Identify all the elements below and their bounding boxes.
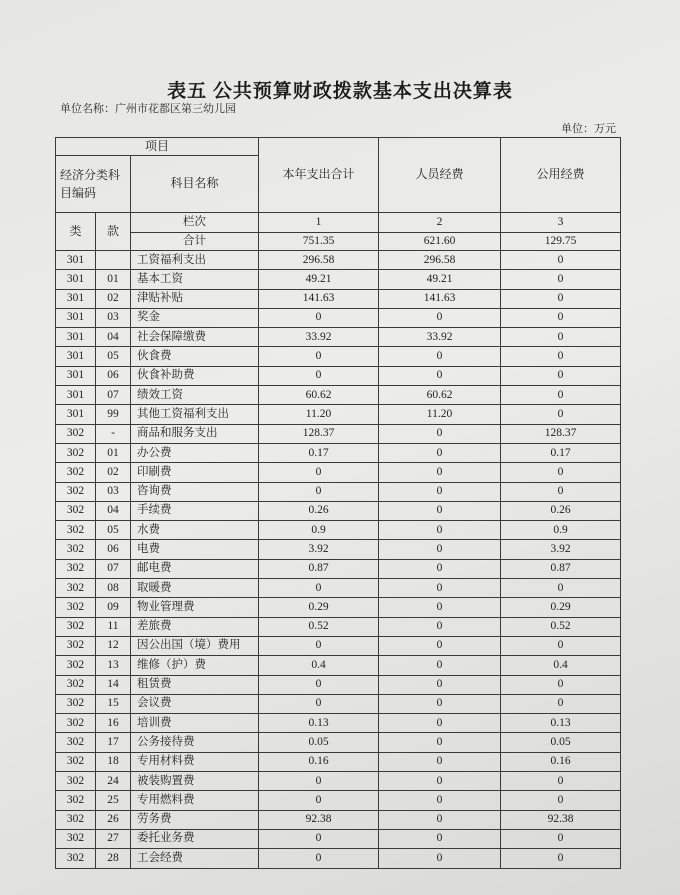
table-row: [56, 791, 621, 810]
cell-total: 141.63: [259, 289, 379, 308]
header-total: 本年支出合计: [259, 138, 379, 213]
cell-kuan: 14: [96, 675, 131, 694]
cell-total: 0.87: [259, 559, 379, 578]
table-row: [56, 251, 621, 270]
cell-name: 印刷费: [131, 463, 259, 482]
table-row: [56, 733, 621, 752]
cell-kuan: 07: [96, 386, 131, 405]
cell-lei: 302: [56, 424, 96, 443]
cell-personnel: 296.58: [379, 251, 501, 270]
cell-personnel: 0: [379, 366, 501, 385]
table-row: [56, 598, 621, 617]
cell-total: 92.38: [259, 810, 379, 829]
cell-kuan: 05: [96, 347, 131, 366]
sum-public: 129.75: [501, 233, 621, 251]
table-row: [56, 656, 621, 675]
sum-row: [56, 233, 621, 251]
cell-total: 0: [259, 636, 379, 655]
cell-lei: 302: [56, 714, 96, 733]
cell-public: 0.4: [501, 656, 621, 675]
cell-lei: 302: [56, 482, 96, 501]
header-personnel: 人员经费: [379, 138, 501, 213]
header-row-index: [56, 213, 621, 233]
cell-name: 专用燃料费: [131, 791, 259, 810]
table-row: [56, 675, 621, 694]
sum-label: 合计: [131, 233, 259, 251]
cell-name: 水费: [131, 521, 259, 540]
cell-public: 0: [501, 849, 621, 868]
cell-public: 0.29: [501, 598, 621, 617]
cell-total: 0.4: [259, 656, 379, 675]
table-row: [56, 482, 621, 501]
cell-public: 0: [501, 270, 621, 289]
cell-total: 0: [259, 482, 379, 501]
cell-public: 0: [501, 386, 621, 405]
cell-kuan: 12: [96, 636, 131, 655]
cell-kuan: 03: [96, 482, 131, 501]
cell-public: 0: [501, 289, 621, 308]
cell-public: 0: [501, 579, 621, 598]
cell-kuan: 09: [96, 598, 131, 617]
cell-total: 0.17: [259, 443, 379, 462]
cell-total: 0: [259, 579, 379, 598]
cell-total: 0: [259, 849, 379, 868]
cell-public: 0: [501, 482, 621, 501]
cell-total: 0.29: [259, 598, 379, 617]
cell-personnel: 141.63: [379, 289, 501, 308]
cell-name: 绩效工资: [131, 386, 259, 405]
cell-lei: 301: [56, 347, 96, 366]
cell-name: 伙食补助费: [131, 366, 259, 385]
cell-lei: 301: [56, 308, 96, 327]
cell-kuan: 26: [96, 810, 131, 829]
cell-name: 基本工资: [131, 270, 259, 289]
cell-lei: 301: [56, 289, 96, 308]
cell-public: 0.52: [501, 617, 621, 636]
table-row: [56, 829, 621, 848]
cell-lei: 302: [56, 521, 96, 540]
cell-total: 0: [259, 463, 379, 482]
cell-personnel: 0: [379, 636, 501, 655]
cell-lei: 302: [56, 579, 96, 598]
cell-kuan: 04: [96, 328, 131, 347]
cell-lei: 302: [56, 849, 96, 868]
cell-lei: 302: [56, 675, 96, 694]
header-kuan: 款: [96, 213, 131, 251]
header-row-project: [56, 138, 621, 156]
table-row: [56, 405, 621, 424]
cell-total: 33.92: [259, 328, 379, 347]
cell-lei: 302: [56, 598, 96, 617]
cell-kuan: 11: [96, 617, 131, 636]
col-index-3: 3: [501, 213, 621, 233]
cell-lei: 302: [56, 463, 96, 482]
header-econ-code: 经济分类科目编码: [56, 156, 131, 213]
cell-name: 委托业务费: [131, 829, 259, 848]
cell-personnel: 0: [379, 694, 501, 713]
table-row: [56, 772, 621, 791]
cell-kuan: 24: [96, 772, 131, 791]
table-row: [56, 617, 621, 636]
cell-public: 0: [501, 829, 621, 848]
cell-name: 维修（护）费: [131, 656, 259, 675]
cell-name: 咨询费: [131, 482, 259, 501]
cell-personnel: 60.62: [379, 386, 501, 405]
cell-personnel: 0: [379, 559, 501, 578]
cell-name: 其他工资福利支出: [131, 405, 259, 424]
cell-total: 0.9: [259, 521, 379, 540]
cell-public: 0: [501, 675, 621, 694]
cell-personnel: 33.92: [379, 328, 501, 347]
cell-name: 办公费: [131, 443, 259, 462]
cell-name: 公务接待费: [131, 733, 259, 752]
cell-personnel: 0: [379, 810, 501, 829]
cell-personnel: 11.20: [379, 405, 501, 424]
table-row: [56, 424, 621, 443]
cell-personnel: 0: [379, 540, 501, 559]
cell-total: 0: [259, 366, 379, 385]
cell-name: 会议费: [131, 694, 259, 713]
cell-lei: 301: [56, 328, 96, 347]
table-header: [56, 138, 621, 251]
cell-total: 0.05: [259, 733, 379, 752]
cell-kuan: 18: [96, 752, 131, 771]
cell-lei: 302: [56, 559, 96, 578]
cell-lei: 301: [56, 386, 96, 405]
table-row: [56, 752, 621, 771]
table-row: [56, 366, 621, 385]
cell-personnel: 0: [379, 829, 501, 848]
header-subject-name: 科目名称: [131, 156, 259, 213]
cell-lei: 302: [56, 636, 96, 655]
cell-personnel: 0: [379, 733, 501, 752]
cell-total: 0: [259, 308, 379, 327]
sum-total: 751.35: [259, 233, 379, 251]
cell-name: 邮电费: [131, 559, 259, 578]
table-row: [56, 443, 621, 462]
cell-personnel: 0: [379, 617, 501, 636]
cell-personnel: 0: [379, 791, 501, 810]
header-project: 项目: [56, 138, 259, 156]
cell-kuan: 16: [96, 714, 131, 733]
cell-total: 0.13: [259, 714, 379, 733]
cell-name: 商品和服务支出: [131, 424, 259, 443]
cell-kuan: 02: [96, 463, 131, 482]
cell-name: 手续费: [131, 501, 259, 520]
cell-total: 0.16: [259, 752, 379, 771]
table-row: [56, 559, 621, 578]
cell-total: 3.92: [259, 540, 379, 559]
cell-public: 0.13: [501, 714, 621, 733]
cell-lei: 301: [56, 270, 96, 289]
cell-kuan: 15: [96, 694, 131, 713]
cell-name: 伙食费: [131, 347, 259, 366]
table-row: [56, 308, 621, 327]
cell-total: 0.26: [259, 501, 379, 520]
table-row: [56, 810, 621, 829]
cell-lei: 301: [56, 405, 96, 424]
cell-lei: 302: [56, 752, 96, 771]
cell-kuan: 06: [96, 540, 131, 559]
cell-kuan: 01: [96, 270, 131, 289]
cell-total: 296.58: [259, 251, 379, 270]
cell-personnel: 0: [379, 675, 501, 694]
col-index-2: 2: [379, 213, 501, 233]
cell-total: 0: [259, 347, 379, 366]
cell-personnel: 0: [379, 482, 501, 501]
cell-personnel: 0: [379, 714, 501, 733]
cell-total: 11.20: [259, 405, 379, 424]
table-row: [56, 521, 621, 540]
cell-kuan: 07: [96, 559, 131, 578]
cell-lei: 302: [56, 501, 96, 520]
cell-public: 0.26: [501, 501, 621, 520]
cell-name: 租赁费: [131, 675, 259, 694]
cell-public: 128.37: [501, 424, 621, 443]
cell-public: 0: [501, 366, 621, 385]
cell-name: 专用材料费: [131, 752, 259, 771]
cell-kuan: 06: [96, 366, 131, 385]
table-row: [56, 328, 621, 347]
cell-personnel: 0: [379, 501, 501, 520]
cell-personnel: 0: [379, 849, 501, 868]
cell-personnel: 0: [379, 463, 501, 482]
cell-kuan: 17: [96, 733, 131, 752]
cell-public: 0.87: [501, 559, 621, 578]
cell-total: 0: [259, 694, 379, 713]
cell-lei: 301: [56, 366, 96, 385]
table-row: [56, 463, 621, 482]
table-row: [56, 347, 621, 366]
cell-name: 差旅费: [131, 617, 259, 636]
cell-personnel: 0: [379, 443, 501, 462]
cell-public: 0: [501, 405, 621, 424]
cell-kuan: 03: [96, 308, 131, 327]
cell-lei: 302: [56, 829, 96, 848]
cell-total: 60.62: [259, 386, 379, 405]
cell-personnel: 0: [379, 347, 501, 366]
cell-lei: 302: [56, 810, 96, 829]
cell-public: 0: [501, 791, 621, 810]
cell-lei: 302: [56, 617, 96, 636]
cell-total: 49.21: [259, 270, 379, 289]
cell-kuan: 01: [96, 443, 131, 462]
cell-public: 0: [501, 328, 621, 347]
table-row: [56, 636, 621, 655]
cell-public: 92.38: [501, 810, 621, 829]
cell-personnel: 0: [379, 424, 501, 443]
cell-public: 0: [501, 772, 621, 791]
cell-public: 0.05: [501, 733, 621, 752]
header-public: 公用经费: [501, 138, 621, 213]
cell-kuan: 99: [96, 405, 131, 424]
col-index-1: 1: [259, 213, 379, 233]
cell-lei: 302: [56, 791, 96, 810]
cell-personnel: 0: [379, 521, 501, 540]
cell-total: 0: [259, 791, 379, 810]
table-row: [56, 849, 621, 868]
cell-name: 奖金: [131, 308, 259, 327]
table-row: [56, 694, 621, 713]
cell-name: 津贴补贴: [131, 289, 259, 308]
cell-name: 培训费: [131, 714, 259, 733]
table-row: [56, 714, 621, 733]
cell-personnel: 0: [379, 579, 501, 598]
cell-personnel: 0: [379, 656, 501, 675]
cell-total: 0: [259, 675, 379, 694]
table-title: 表五 公共预算财政拨款基本支出决算表: [167, 81, 513, 102]
cell-kuan: 25: [96, 791, 131, 810]
cell-lei: 302: [56, 540, 96, 559]
cell-name: 社会保障缴费: [131, 328, 259, 347]
sum-personnel: 621.60: [379, 233, 501, 251]
cell-total: 0: [259, 829, 379, 848]
header-lei: 类: [56, 213, 96, 251]
unit-name: 单位名称：广州市花都区第三幼儿园: [60, 103, 236, 115]
cell-kuan: 02: [96, 289, 131, 308]
cell-kuan: 28: [96, 849, 131, 868]
cell-public: 0.9: [501, 521, 621, 540]
currency-unit: 单位：万元: [561, 123, 616, 135]
cell-kuan: 04: [96, 501, 131, 520]
cell-public: 0.16: [501, 752, 621, 771]
cell-total: 128.37: [259, 424, 379, 443]
table-row: [56, 579, 621, 598]
table-row: [56, 386, 621, 405]
cell-name: 物业管理费: [131, 598, 259, 617]
budget-table: [55, 137, 621, 869]
cell-kuan: [96, 251, 131, 270]
cell-lei: 302: [56, 772, 96, 791]
cell-name: 工资福利支出: [131, 251, 259, 270]
cell-personnel: 49.21: [379, 270, 501, 289]
cell-lei: 302: [56, 733, 96, 752]
cell-public: 0.17: [501, 443, 621, 462]
table-row: [56, 540, 621, 559]
cell-name: 工会经费: [131, 849, 259, 868]
cell-kuan: -: [96, 424, 131, 443]
cell-kuan: 27: [96, 829, 131, 848]
cell-public: 0: [501, 347, 621, 366]
cell-total: 0: [259, 772, 379, 791]
cell-lei: 302: [56, 656, 96, 675]
cell-kuan: 05: [96, 521, 131, 540]
cell-personnel: 0: [379, 752, 501, 771]
cell-name: 电费: [131, 540, 259, 559]
cell-personnel: 0: [379, 772, 501, 791]
cell-public: 0: [501, 463, 621, 482]
cell-public: 0: [501, 636, 621, 655]
cell-personnel: 0: [379, 598, 501, 617]
cell-name: 劳务费: [131, 810, 259, 829]
cell-public: 0: [501, 308, 621, 327]
cell-total: 0.52: [259, 617, 379, 636]
cell-kuan: 13: [96, 656, 131, 675]
cell-lei: 302: [56, 694, 96, 713]
cell-kuan: 08: [96, 579, 131, 598]
cell-personnel: 0: [379, 308, 501, 327]
table-row: [56, 501, 621, 520]
col-index-label: 栏次: [131, 213, 259, 233]
cell-public: 3.92: [501, 540, 621, 559]
table-row: [56, 270, 621, 289]
cell-name: 被装购置费: [131, 772, 259, 791]
cell-public: 0: [501, 251, 621, 270]
table-body: [56, 251, 621, 869]
cell-lei: 301: [56, 251, 96, 270]
table-row: [56, 289, 621, 308]
cell-lei: 302: [56, 443, 96, 462]
cell-name: 因公出国（境）费用: [131, 636, 259, 655]
cell-name: 取暖费: [131, 579, 259, 598]
cell-public: 0: [501, 694, 621, 713]
